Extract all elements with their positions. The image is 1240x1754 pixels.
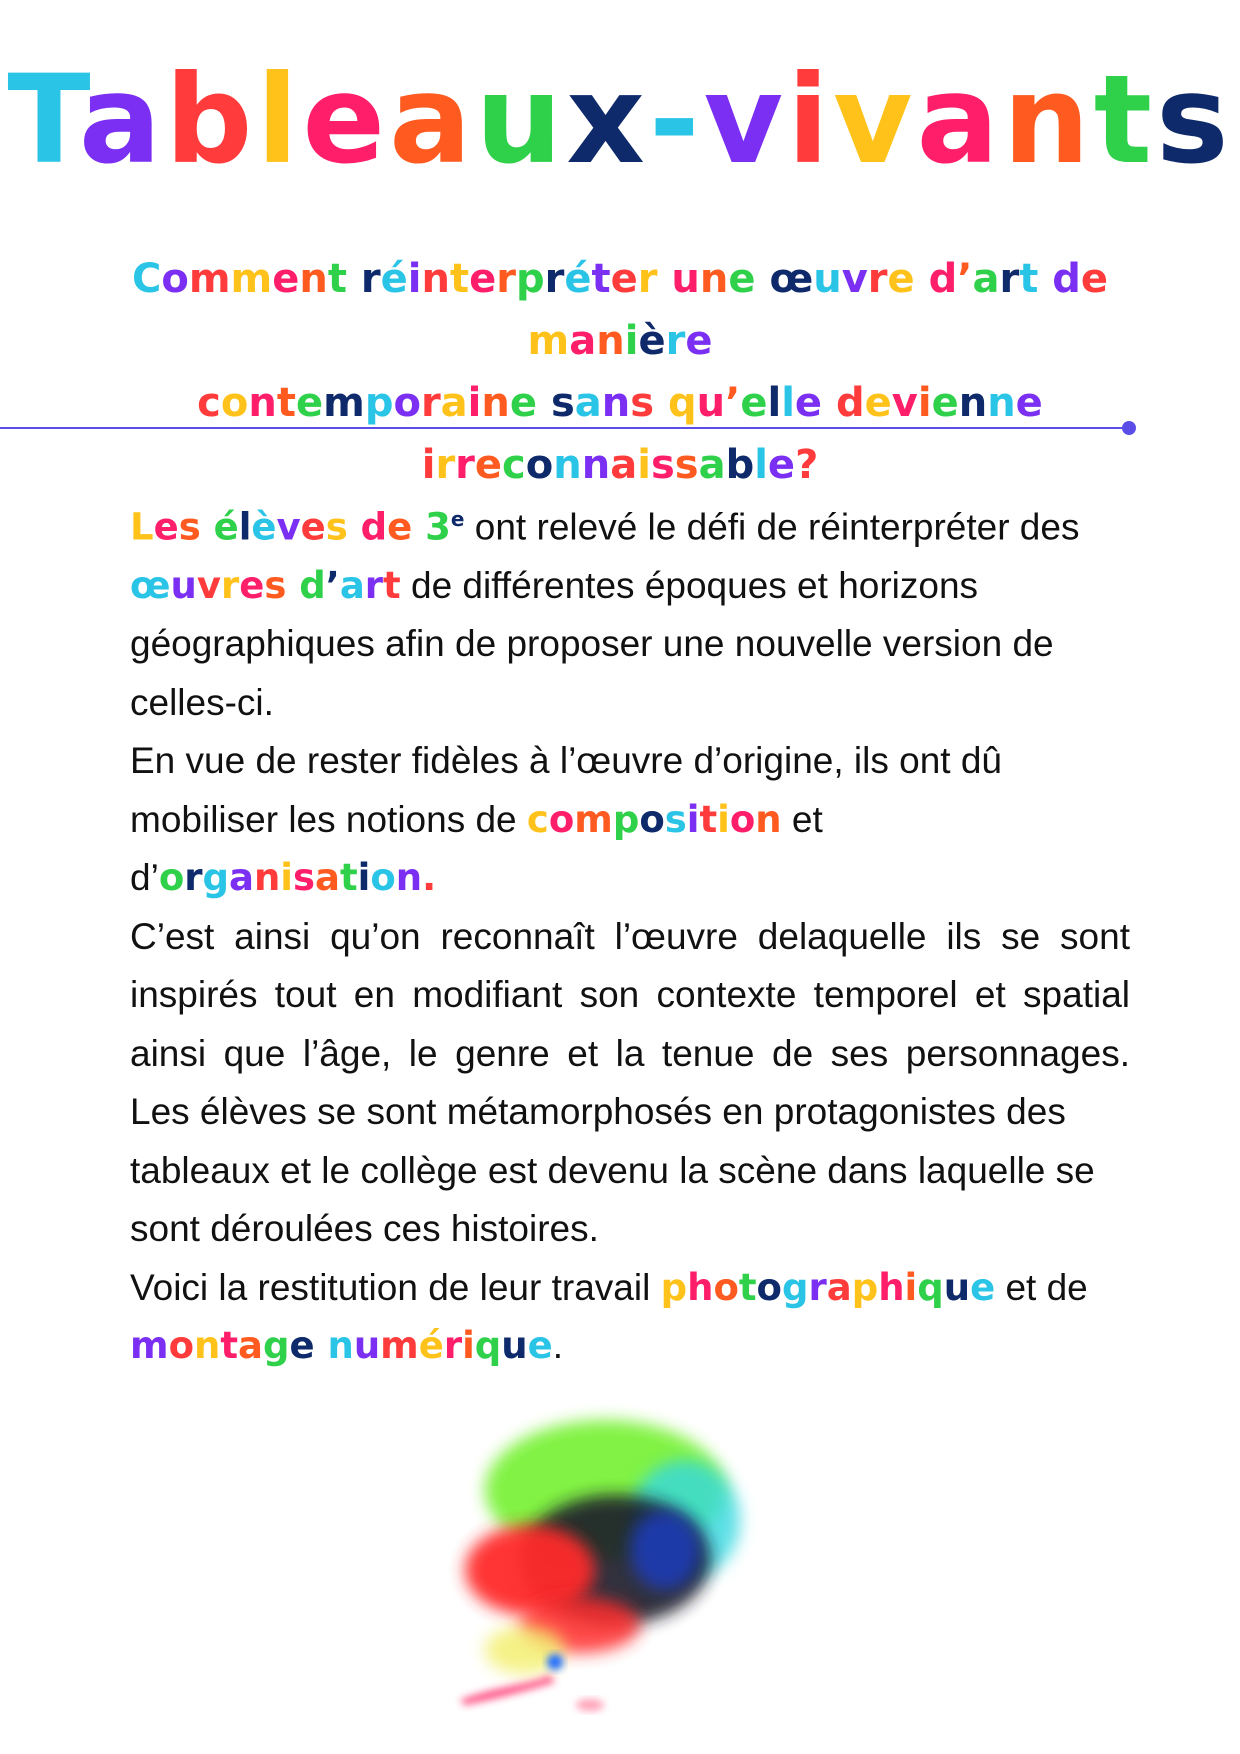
paragraph-2-text-a: En vue de rester fidèles à l’œuvre d’origine, ils ont dû mobiliser les notions de — [130, 740, 1002, 840]
paragraph-3: C’est ainsi qu’on reconnaît l’œuvre delaquelle ils se sont inspirés tout en modifiant son contexte temporel et spatial ainsi que l’âge, le genre et la tenue de ses personnages. — [130, 915, 1130, 1074]
splash-red-streak — [460, 1675, 555, 1705]
paragraph-2-text-b: et d’ — [130, 798, 823, 899]
divider-end-dot — [1122, 421, 1136, 435]
question-line-2: contemporaine sans qu’elle devienne irreconnaissable? — [197, 380, 1043, 488]
paragraph-1 — [130, 490, 1130, 732]
paragraph-1-text-b: de différentes époques et horizons géographiques afin de proposer une nouvelle version de celles-ci. — [130, 564, 1054, 723]
question-heading — [60, 248, 1180, 496]
horizontal-divider — [0, 427, 1122, 429]
highlight-les-eleves: Les élèves de 3 — [130, 505, 451, 549]
paragraph-2 — [130, 732, 1130, 908]
splash-blue-dot — [547, 1654, 563, 1670]
paragraph-5 — [130, 1259, 1130, 1376]
watercolor-splash-illustration — [440, 1400, 780, 1730]
highlight-superscript: e — [450, 507, 465, 531]
paragraph-1-text-a: ont relevé le défi de réinterpréter des — [464, 506, 1080, 548]
paragraph-5-text-b: et de — [995, 1266, 1088, 1308]
highlight-organisation: organisation. — [158, 856, 437, 900]
highlight-oeuvres-dart: œuvres d’art — [130, 563, 401, 607]
splash-blue — [630, 1510, 700, 1590]
highlight-photographique: photographique — [660, 1265, 996, 1309]
paragraph-4: Les élèves se sont métamorphosés en protagonistes des tableaux et le collège est devenu la scène dans laquelle se sont déroulées ces histoires. — [130, 1091, 1095, 1250]
paragraph-5-end: . — [552, 1325, 564, 1367]
body-text — [130, 490, 1130, 1376]
highlight-montage-numerique: montage numérique — [130, 1324, 553, 1368]
splash-pink-drip — [576, 1699, 604, 1711]
highlight-composition: composition — [526, 797, 782, 841]
page-title: Tableaux-vivants — [7, 49, 1233, 191]
question-line-1: Comment réinterpréter une œuvre d’art de manière — [131, 256, 1109, 364]
paragraph-5-text-a: Voici la restitution de leur travail — [130, 1266, 661, 1308]
